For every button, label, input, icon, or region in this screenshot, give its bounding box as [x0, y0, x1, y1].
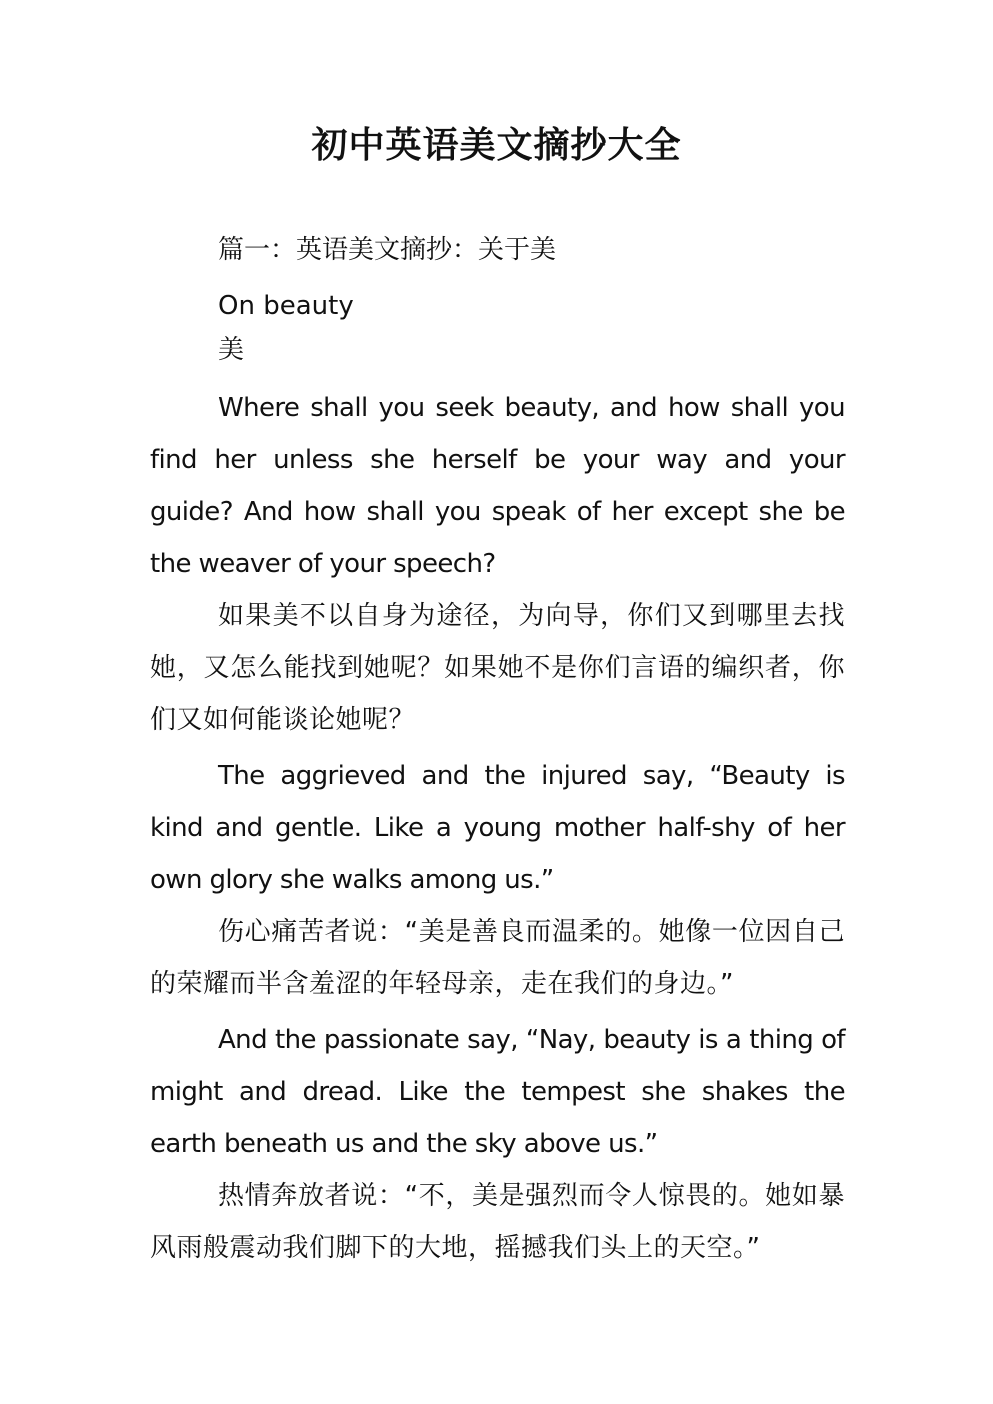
english-title: On beauty: [218, 291, 354, 321]
page-title: 初中英语美文摘抄大全: [311, 125, 682, 166]
paragraph-chinese: 如果美不以自身为途径，为向导，你们又到哪里去找她，又怎么能找到她呢？如果她不是你们言语的编织者，你们又如何能谈论她呢？: [150, 601, 845, 735]
paragraph-english: And the passionate say, “Nay, beauty is a thing of might and dread. Like the tempest she shakes the earth beneath us and the sky above us.”: [150, 1025, 845, 1159]
paragraph-english: The aggrieved and the injured say, “Beauty is kind and gentle. Like a young mother half-shy of her own glory she walks among us.”: [150, 761, 845, 895]
section-heading: 篇一：英语美文摘抄：关于美: [218, 235, 557, 265]
paragraph-chinese: 伤心痛苦者说：“美是善良而温柔的。她像一位因自己的荣耀而半含羞涩的年轻母亲，走在我们的身边。”: [150, 917, 845, 999]
document-body: [150, 226, 845, 1274]
paragraph-chinese: 热情奔放者说：“不，美是强烈而令人惊畏的。她如暴风雨般震动我们脚下的大地，摇撼我们头上的天空。”: [150, 1181, 845, 1263]
paragraph-english: Where shall you seek beauty, and how shall you find her unless she herself be your way and your guide? And how shall you speak of her except she be the weaver of your speech?: [150, 393, 845, 579]
chinese-title: 美: [218, 335, 245, 365]
